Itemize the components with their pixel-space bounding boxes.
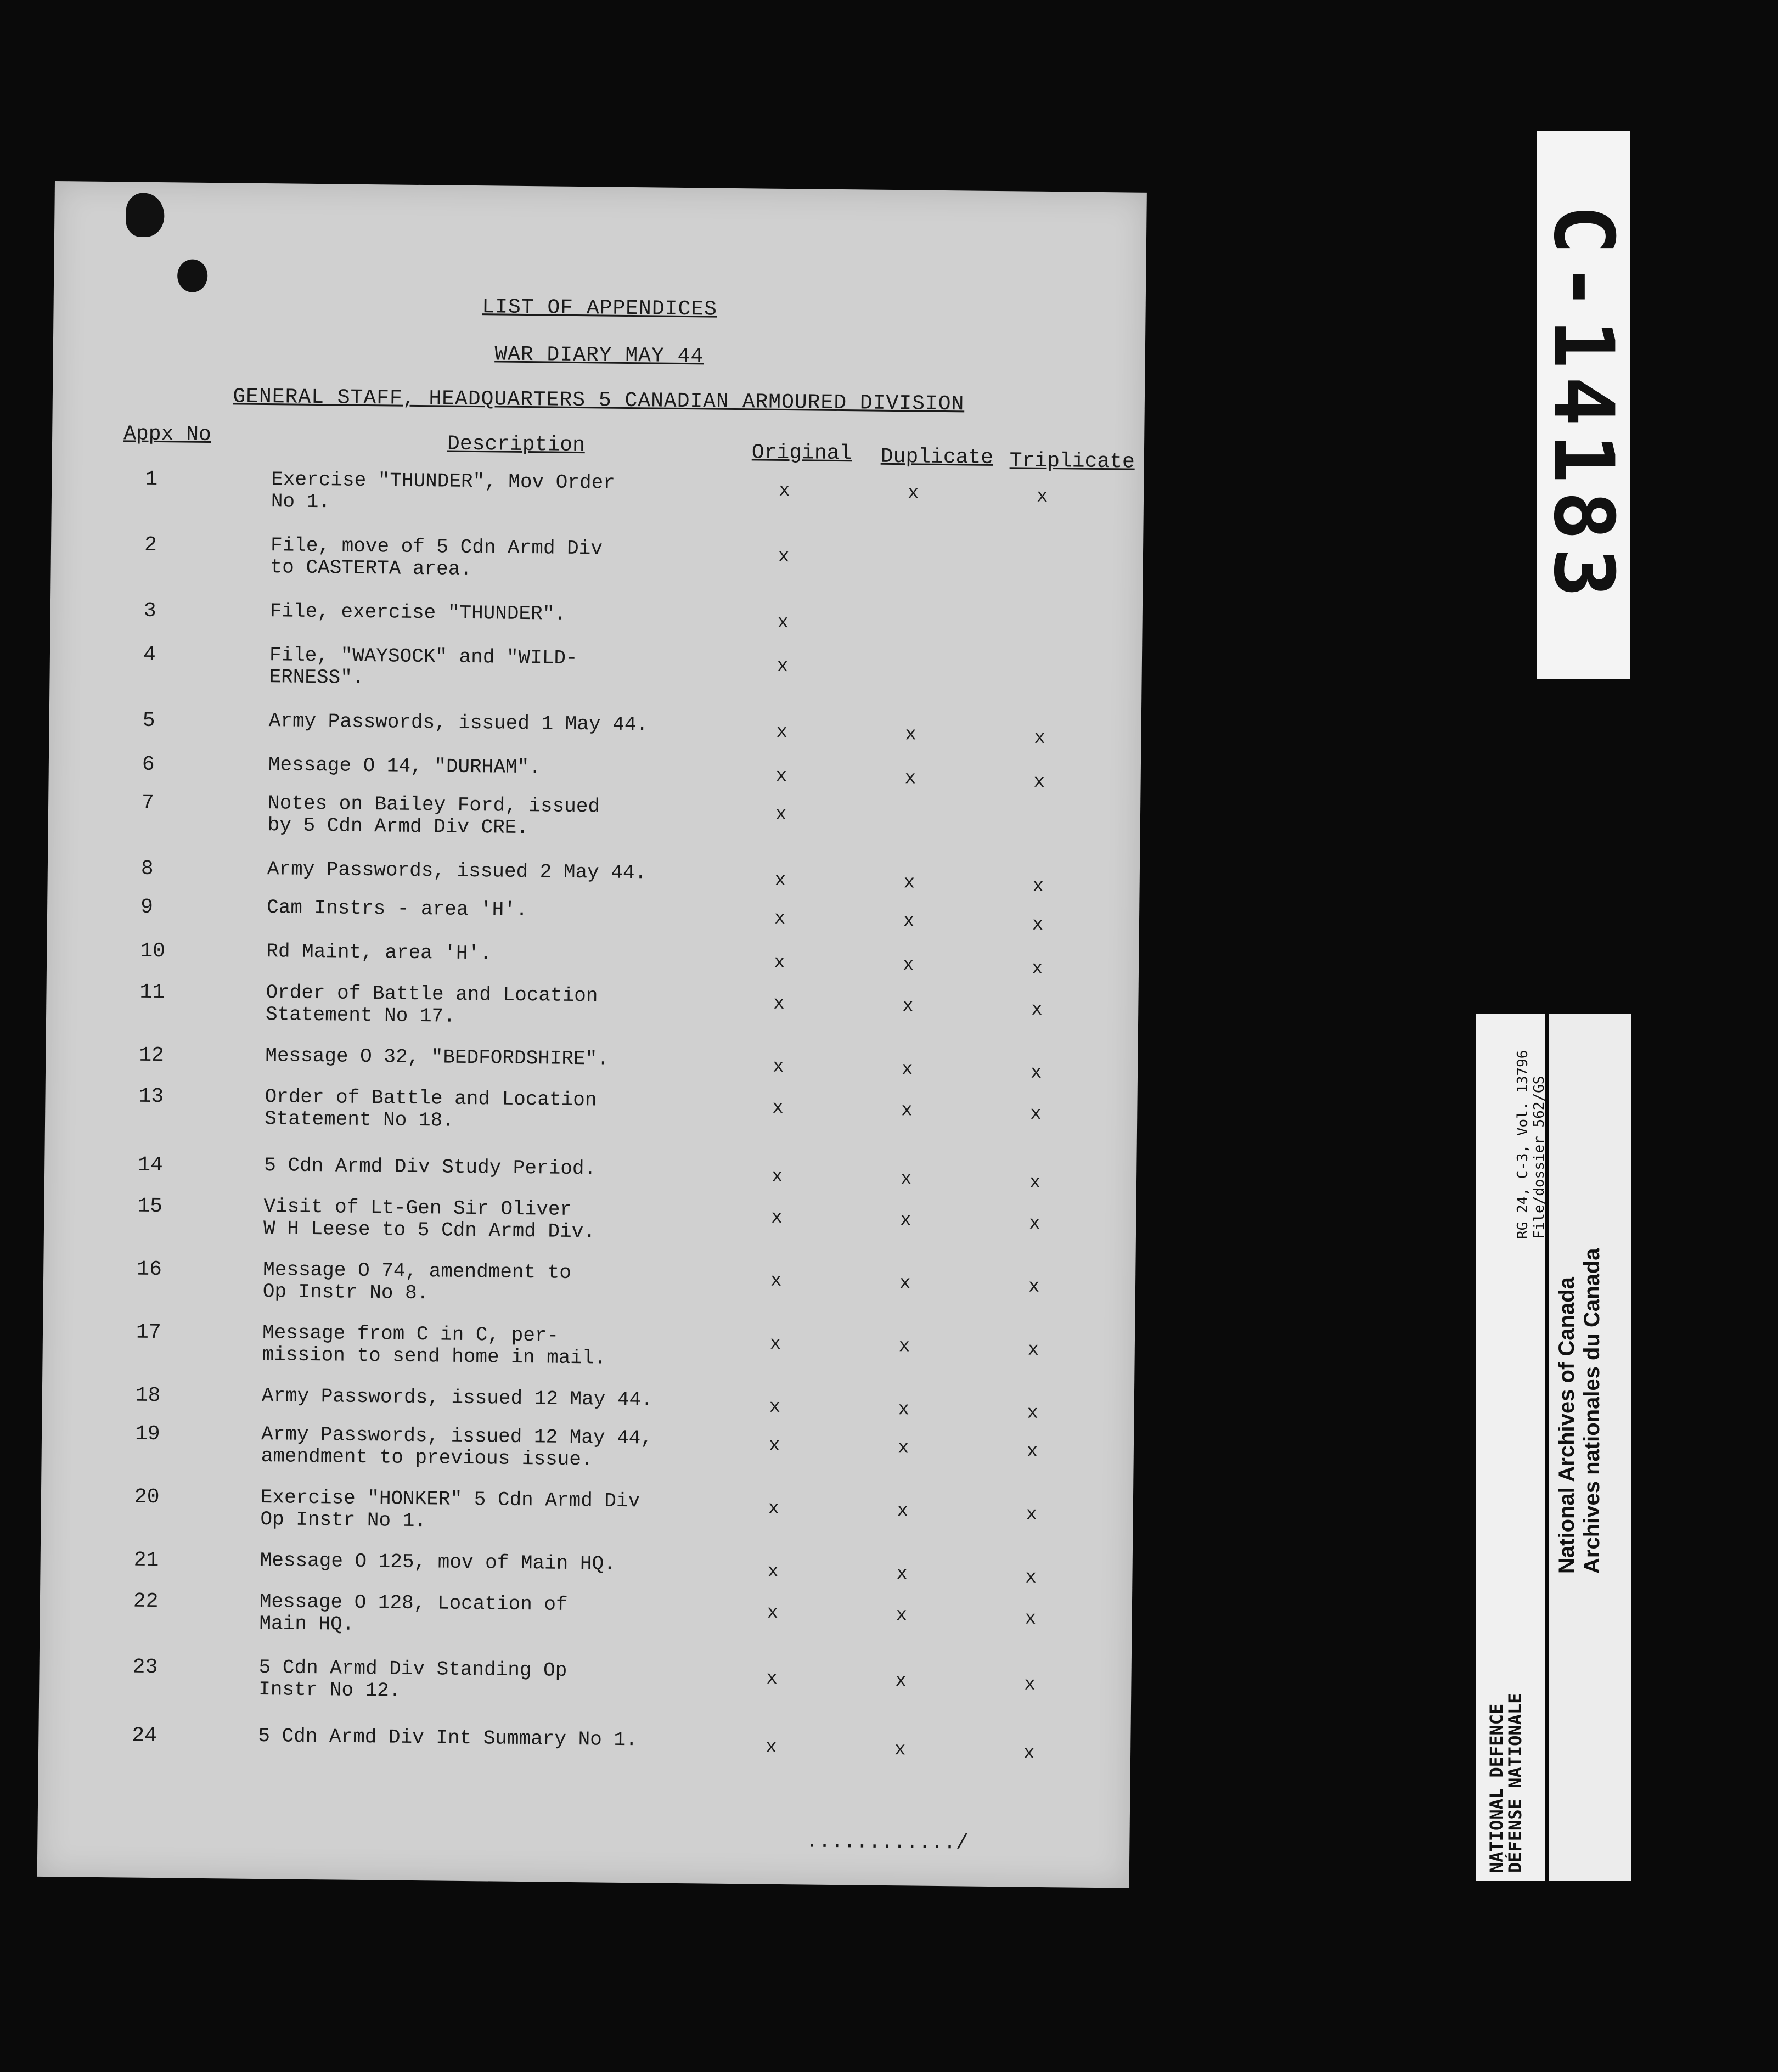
duplicate-mark: x bbox=[902, 955, 914, 976]
appendix-description: Exercise "HONKER" 5 Cdn Armd Div Op Instr No 1. bbox=[260, 1486, 640, 1533]
triplicate-mark: x bbox=[1026, 1441, 1038, 1462]
original-mark: x bbox=[771, 1207, 783, 1229]
duplicate-mark: x bbox=[896, 1605, 908, 1626]
duplicate-mark: x bbox=[903, 911, 915, 932]
triplicate-mark: x bbox=[1028, 1276, 1040, 1298]
original-mark: x bbox=[767, 1602, 779, 1624]
original-mark: x bbox=[774, 908, 786, 930]
list-item bbox=[47, 979, 1139, 1028]
appendix-description: File, move of 5 Cdn Armd Div to CASTERTA area. bbox=[270, 534, 603, 581]
triplicate-mark: x bbox=[1030, 1062, 1042, 1084]
list-item bbox=[49, 708, 1141, 749]
appendix-description: Order of Battle and Location Statement No 17. bbox=[265, 981, 598, 1028]
original-mark: x bbox=[770, 1270, 782, 1292]
triplicate-mark: x bbox=[1032, 876, 1044, 897]
duplicate-mark: x bbox=[895, 1671, 907, 1692]
appendix-number: 12 bbox=[139, 1043, 165, 1068]
appendix-description: File, exercise "THUNDER". bbox=[269, 600, 567, 626]
list-item bbox=[44, 1193, 1136, 1243]
original-mark: x bbox=[778, 546, 790, 568]
ink-blot bbox=[177, 259, 208, 292]
original-mark: x bbox=[769, 1397, 781, 1418]
duplicate-mark: x bbox=[905, 724, 917, 746]
triplicate-mark: x bbox=[1032, 914, 1044, 936]
appendix-number: 9 bbox=[140, 895, 154, 919]
list-item bbox=[40, 1589, 1132, 1636]
appendix-number: 22 bbox=[133, 1589, 159, 1614]
list-item bbox=[42, 1383, 1134, 1424]
triplicate-mark: x bbox=[1027, 1339, 1039, 1361]
triplicate-mark: x bbox=[1030, 1103, 1042, 1125]
duplicate-mark: x bbox=[898, 1399, 910, 1421]
appendix-number: 23 bbox=[132, 1655, 158, 1680]
original-mark: x bbox=[766, 1668, 778, 1690]
list-item bbox=[41, 1547, 1133, 1589]
list-item bbox=[47, 894, 1139, 936]
triplicate-mark: x bbox=[1028, 1213, 1040, 1235]
appendix-description: Exercise "THUNDER", Mov Order No 1. bbox=[271, 468, 616, 514]
appendix-description: Order of Battle and Location Statement No 18. bbox=[264, 1085, 597, 1132]
duplicate-mark: x bbox=[901, 1100, 913, 1122]
appendix-description: Message O 125, mov of Main HQ. bbox=[260, 1549, 616, 1575]
triplicate-mark: x bbox=[1034, 728, 1046, 749]
duplicate-mark: x bbox=[901, 1059, 913, 1080]
original-mark: x bbox=[773, 993, 785, 1015]
archive-label-department bbox=[1476, 1014, 1548, 1881]
appendix-description: Visit of Lt-Gen Sir Oliver W H Leese to 5 Cdn Armd Div. bbox=[263, 1195, 596, 1243]
duplicate-mark: x bbox=[894, 1739, 906, 1761]
appendix-number: 4 bbox=[143, 643, 156, 667]
appendix-description: 5 Cdn Armd Div Int Summary No 1. bbox=[258, 1725, 638, 1752]
appendix-description: Army Passwords, issued 2 May 44. bbox=[267, 858, 647, 885]
appendix-description: Notes on Bailey Ford, issued by 5 Cdn Armd Div CRE. bbox=[267, 792, 600, 840]
original-mark: x bbox=[768, 1498, 780, 1519]
appendix-number: 17 bbox=[136, 1320, 161, 1345]
duplicate-mark: x bbox=[897, 1501, 909, 1522]
duplicate-mark: x bbox=[900, 1169, 912, 1190]
appendix-number: 10 bbox=[140, 939, 166, 964]
original-mark: x bbox=[772, 1097, 784, 1119]
ink-blot bbox=[126, 193, 165, 237]
duplicate-mark: x bbox=[896, 1564, 908, 1585]
original-mark: x bbox=[776, 722, 788, 744]
appendix-description: File, "WAYSOCK" and "WILD- ERNESS". bbox=[269, 644, 578, 689]
triplicate-mark: x bbox=[1036, 486, 1048, 508]
appendix-description: Army Passwords, issued 12 May 44. bbox=[261, 1384, 653, 1411]
column-header-triplicate: Triplicate bbox=[1009, 449, 1135, 474]
appendix-number: 2 bbox=[144, 533, 157, 557]
list-item bbox=[40, 1654, 1132, 1702]
original-mark: x bbox=[765, 1737, 777, 1758]
appendix-number: 6 bbox=[142, 752, 155, 776]
appendix-description: Message from C in C, per- mission to send home in mail. bbox=[262, 1321, 606, 1370]
original-mark: x bbox=[777, 612, 789, 634]
list-item bbox=[50, 598, 1143, 634]
original-mark: x bbox=[778, 480, 790, 502]
column-header-appx-no: Appx No bbox=[123, 422, 212, 447]
appendix-description: Army Passwords, issued 1 May 44. bbox=[268, 710, 649, 736]
triplicate-mark: x bbox=[1033, 772, 1045, 793]
list-item bbox=[50, 642, 1142, 689]
duplicate-mark: x bbox=[899, 1273, 911, 1294]
appendix-number: 18 bbox=[135, 1383, 161, 1408]
original-mark: x bbox=[769, 1333, 781, 1355]
column-header-duplicate: Duplicate bbox=[880, 444, 994, 470]
triplicate-mark: x bbox=[1031, 999, 1043, 1021]
appendix-number: 24 bbox=[132, 1724, 157, 1748]
original-mark: x bbox=[775, 765, 787, 787]
appendix-description: Message O 14, "DURHAM". bbox=[268, 753, 541, 779]
appendix-number: 19 bbox=[134, 1422, 160, 1446]
appendix-number: 5 bbox=[142, 708, 155, 733]
duplicate-mark: x bbox=[900, 1210, 911, 1231]
original-mark: x bbox=[777, 656, 789, 678]
triplicate-mark: x bbox=[1031, 958, 1043, 979]
triplicate-mark: x bbox=[1025, 1567, 1037, 1589]
archives-text: National Archives of Canada Archives nationales du Canada bbox=[1555, 1248, 1604, 1574]
appendix-description: Cam Instrs - area 'H'. bbox=[266, 896, 528, 922]
duplicate-mark: x bbox=[898, 1336, 910, 1358]
appendix-number: 21 bbox=[133, 1548, 159, 1573]
document-title: LIST OF APPENDICES bbox=[482, 295, 718, 322]
triplicate-mark: x bbox=[1026, 1504, 1038, 1525]
appendix-number: 8 bbox=[140, 857, 154, 881]
list-item bbox=[43, 1320, 1135, 1370]
original-mark: x bbox=[771, 1166, 783, 1187]
appendix-number: 20 bbox=[134, 1485, 160, 1510]
list-item bbox=[39, 1723, 1131, 1764]
column-header-description: Description bbox=[447, 432, 586, 458]
document-subtitle: WAR DIARY MAY 44 bbox=[494, 342, 704, 369]
duplicate-mark: x bbox=[902, 996, 914, 1017]
continuation-marker: ............/ bbox=[806, 1829, 969, 1855]
list-item bbox=[51, 532, 1143, 581]
reel-number: C-14183 bbox=[1535, 204, 1631, 606]
appendix-description: Message O 32, "BEDFORDSHIRE". bbox=[265, 1044, 610, 1071]
document-unit: GENERAL STAFF, HEADQUARTERS 5 CANADIAN ARMOURED DIVISION bbox=[233, 385, 965, 416]
triplicate-mark: x bbox=[1025, 1608, 1037, 1630]
appendix-number: 15 bbox=[137, 1194, 163, 1219]
appendix-number: 1 bbox=[145, 467, 158, 491]
reel-number-strip bbox=[1537, 131, 1630, 679]
original-mark: x bbox=[772, 1056, 784, 1078]
appendix-description: 5 Cdn Armd Div Study Period. bbox=[264, 1154, 597, 1180]
list-item bbox=[42, 1421, 1134, 1471]
list-item bbox=[48, 790, 1140, 840]
list-item bbox=[46, 1084, 1138, 1132]
list-item bbox=[44, 1152, 1136, 1193]
reference-text: RG 24, C-3, Vol. 13796 File/dossier 562/GS bbox=[1515, 1050, 1548, 1239]
document-page bbox=[37, 181, 1147, 1888]
list-item bbox=[49, 752, 1141, 793]
original-mark: x bbox=[767, 1561, 779, 1583]
original-mark: x bbox=[768, 1435, 780, 1456]
appendix-number: 13 bbox=[138, 1084, 164, 1109]
archive-label-archives bbox=[1549, 1014, 1631, 1881]
appendix-description: Message O 74, amendment to Op Instr No 8. bbox=[262, 1258, 572, 1305]
duplicate-mark: x bbox=[897, 1438, 909, 1459]
list-item bbox=[41, 1484, 1133, 1533]
duplicate-mark: x bbox=[903, 872, 915, 894]
appendix-description: Rd Maint, area 'H'. bbox=[266, 940, 492, 965]
triplicate-mark: x bbox=[1029, 1172, 1041, 1193]
triplicate-mark: x bbox=[1027, 1403, 1039, 1424]
list-item bbox=[48, 856, 1140, 897]
appendix-description: Army Passwords, issued 12 May 44, amendment to previous issue. bbox=[261, 1423, 653, 1471]
list-item bbox=[47, 938, 1139, 979]
triplicate-mark: x bbox=[1023, 1743, 1035, 1764]
triplicate-mark: x bbox=[1024, 1674, 1036, 1696]
list-item bbox=[43, 1257, 1135, 1305]
original-mark: x bbox=[773, 952, 785, 974]
appendix-description: 5 Cdn Armd Div Standing Op Instr No 12. bbox=[258, 1656, 567, 1702]
original-mark: x bbox=[775, 804, 787, 826]
appendix-description: Message O 128, Location of Main HQ. bbox=[259, 1590, 568, 1636]
original-mark: x bbox=[774, 870, 786, 892]
duplicate-mark: x bbox=[907, 483, 919, 504]
appendix-number: 14 bbox=[138, 1153, 164, 1178]
department-text: NATIONAL DEFENCE DÉFENSE NATIONALE bbox=[1486, 1693, 1526, 1873]
appendix-number: 11 bbox=[139, 980, 165, 1005]
appendix-number: 7 bbox=[141, 791, 155, 815]
appendix-number: 16 bbox=[137, 1257, 162, 1282]
column-header-original: Original bbox=[751, 441, 852, 466]
list-item bbox=[46, 1043, 1138, 1084]
appendix-number: 3 bbox=[143, 599, 156, 623]
duplicate-mark: x bbox=[904, 768, 916, 790]
